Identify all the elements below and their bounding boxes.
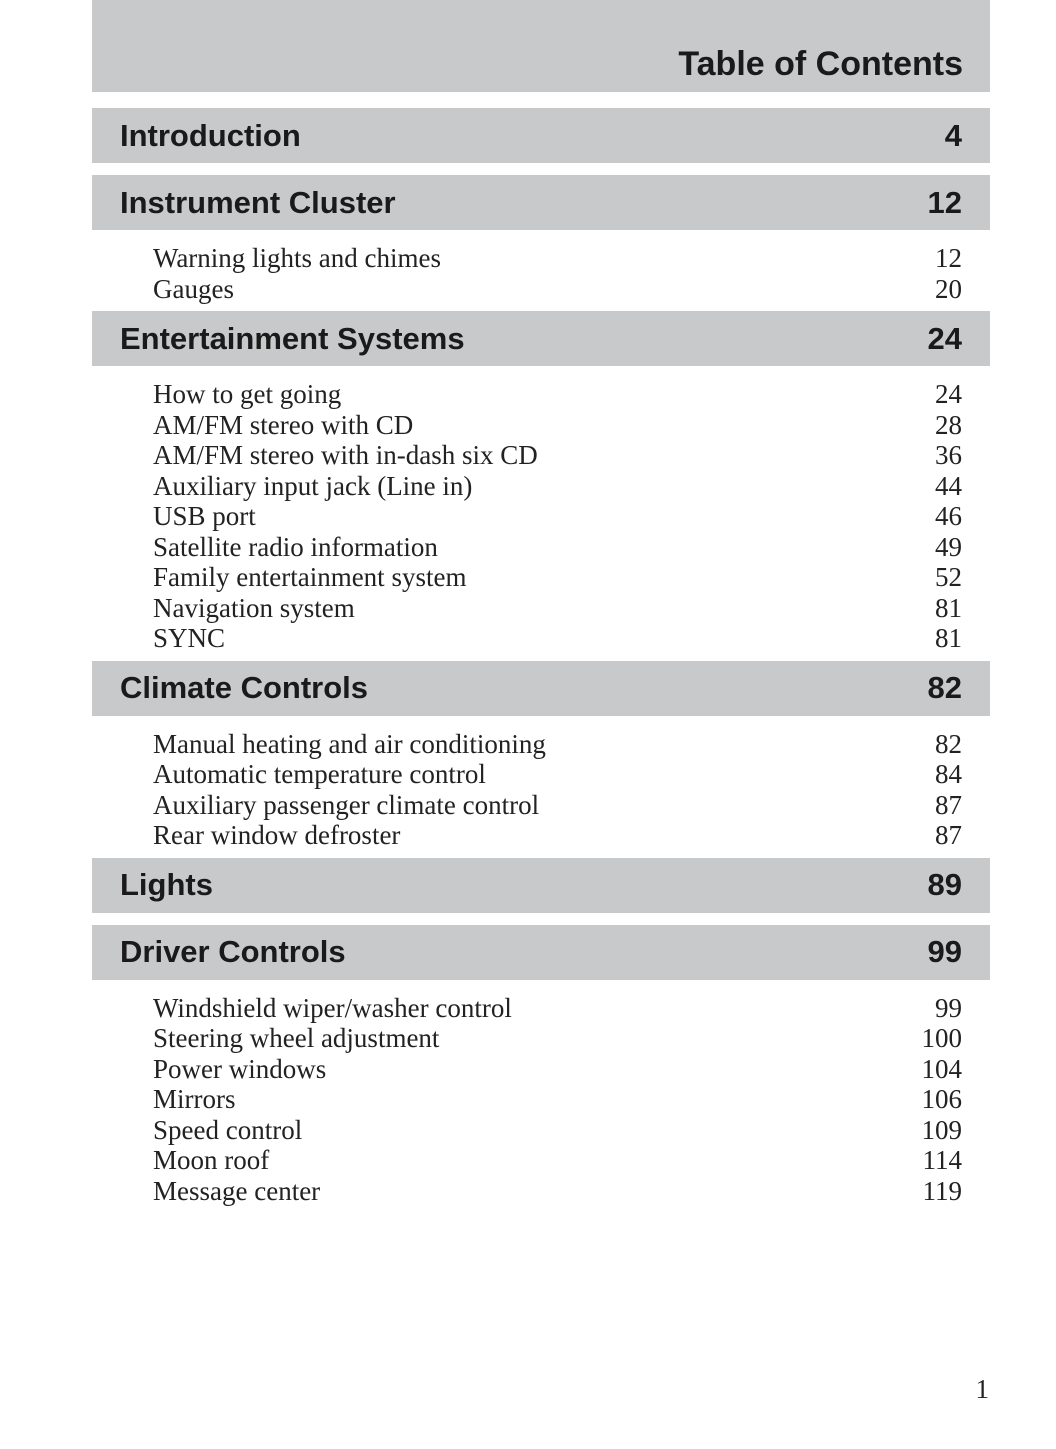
entry-page: 44 [935, 470, 962, 501]
entry-label: Steering wheel adjustment [153, 1023, 440, 1053]
entry-page: 24 [935, 379, 962, 409]
toc-entry[interactable] [153, 1115, 962, 1146]
section-page: 12 [927, 184, 962, 220]
section-heading[interactable] [92, 858, 990, 913]
page-title: Table of Contents [678, 45, 963, 83]
section-items [92, 230, 990, 311]
entry-page: 84 [935, 759, 962, 789]
toc-entry[interactable] [153, 729, 962, 760]
toc-entry[interactable] [153, 274, 962, 305]
entry-page: 106 [921, 1084, 962, 1114]
entry-page: 12 [935, 243, 962, 273]
entry-label: USB port [153, 501, 256, 531]
toc-section [92, 311, 990, 661]
entry-label: AM/FM stereo with in-dash six CD [153, 440, 538, 470]
entry-label: How to get going [153, 379, 342, 409]
entry-page: 87 [935, 820, 962, 850]
section-heading[interactable] [92, 175, 990, 230]
entry-label: Mirrors [153, 1084, 236, 1114]
entry-label: SYNC [153, 623, 226, 653]
entry-label: Message center [153, 1175, 321, 1206]
entry-page: 81 [935, 592, 962, 623]
section-page: 82 [927, 670, 962, 705]
entry-page: 82 [935, 728, 962, 759]
section-page: 24 [927, 320, 962, 356]
toc-entry[interactable] [153, 820, 962, 851]
entry-page: 36 [935, 440, 962, 470]
toc-entry[interactable] [153, 1084, 962, 1115]
entry-label: Automatic temperature control [153, 759, 486, 789]
entry-label: Rear window defroster [153, 820, 401, 850]
toc-entry[interactable] [153, 379, 962, 410]
entry-label: Speed control [153, 1114, 303, 1145]
toc-section [92, 175, 990, 311]
entry-label: Power windows [153, 1053, 327, 1084]
entry-page: 104 [921, 1053, 962, 1084]
toc-entry[interactable] [153, 1023, 962, 1054]
toc-section [92, 925, 990, 1214]
entry-page: 52 [935, 562, 962, 592]
section-page: 99 [927, 934, 962, 969]
toc-section [92, 661, 990, 858]
section-title: Instrument Cluster [120, 184, 396, 220]
section-heading[interactable] [92, 108, 990, 163]
section-page: 89 [927, 867, 962, 902]
section-page: 4 [944, 117, 962, 153]
entry-page: 100 [921, 1023, 962, 1053]
entry-label: Satellite radio information [153, 531, 438, 562]
entry-label: Gauges [153, 273, 234, 304]
toc-entry[interactable] [153, 410, 962, 441]
section-heading[interactable] [92, 311, 990, 366]
toc-section [92, 858, 990, 913]
entry-page: 81 [935, 623, 962, 653]
toc-entry[interactable] [153, 562, 962, 593]
entry-page: 109 [921, 1114, 962, 1145]
entry-page: 49 [935, 531, 962, 562]
toc-entry[interactable] [153, 593, 962, 624]
toc-entry[interactable] [153, 759, 962, 790]
entry-page: 87 [935, 789, 962, 820]
entry-label: Auxiliary passenger climate control [153, 789, 540, 820]
section-title: Introduction [120, 117, 301, 153]
entry-page: 99 [935, 992, 962, 1023]
section-heading[interactable] [92, 661, 990, 716]
entry-page: 20 [935, 273, 962, 304]
section-heading[interactable] [92, 925, 990, 980]
section-title: Entertainment Systems [120, 320, 465, 356]
entry-page: 46 [935, 501, 962, 531]
section-title: Lights [120, 867, 213, 902]
entry-label: Family entertainment system [153, 562, 467, 592]
toc-entry[interactable] [153, 623, 962, 654]
entry-label: Moon roof [153, 1145, 270, 1175]
entry-label: Warning lights and chimes [153, 243, 442, 273]
section-items [92, 366, 990, 661]
toc-entry[interactable] [153, 471, 962, 502]
toc-entry[interactable] [153, 532, 962, 563]
toc-entry[interactable] [153, 243, 962, 274]
entry-label: Navigation system [153, 592, 355, 623]
toc-entry[interactable] [153, 790, 962, 821]
entry-page: 28 [935, 409, 962, 440]
toc-entry[interactable] [153, 1176, 962, 1207]
toc-section [92, 108, 990, 163]
section-items [92, 980, 990, 1214]
page-number: 1 [975, 1374, 989, 1404]
section-title: Climate Controls [120, 670, 369, 705]
toc-list [92, 108, 990, 1213]
toc-entry[interactable] [153, 1145, 962, 1176]
toc-entry[interactable] [153, 501, 962, 532]
entry-label: Manual heating and air conditioning [153, 728, 546, 759]
title-bar [92, 0, 990, 92]
entry-page: 114 [922, 1145, 962, 1175]
section-title: Driver Controls [120, 934, 346, 969]
entry-label: Windshield wiper/washer control [153, 992, 512, 1023]
entry-label: Auxiliary input jack (Line in) [153, 470, 473, 501]
entry-page: 119 [922, 1175, 962, 1206]
section-items [92, 716, 990, 858]
toc-entry[interactable] [153, 440, 962, 471]
toc-entry[interactable] [153, 1054, 962, 1085]
toc-page [92, 0, 990, 1213]
entry-label: AM/FM stereo with CD [153, 409, 414, 440]
toc-entry[interactable] [153, 993, 962, 1024]
